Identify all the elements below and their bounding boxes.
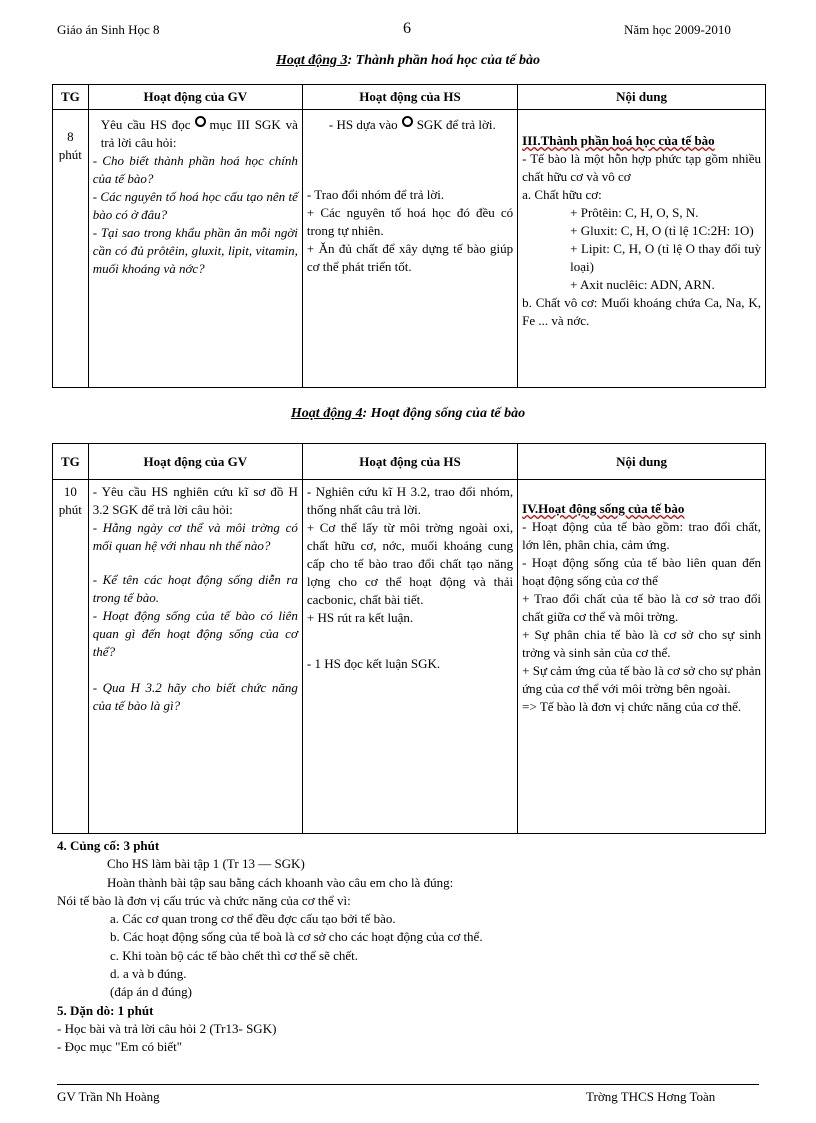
col-header-hs: Hoạt động của HS [302, 444, 517, 480]
teacher-activity-cell: Yêu cầu HS đọc mục III SGK và trả lời câu hỏi: - Cho biết thành phần hoá học chính của tế bào? - Các nguyên tố hoá học cấu tạo nên tế bào có ở đâu? - Tại sao trong khẩu phần ăn mỗi ngời cần có đủ prôtêin, gluxit, lipit, vitamin, muối khoáng và nớc? [88, 110, 302, 388]
time-cell: 8 phút [53, 110, 89, 388]
header-subject: Giáo án Sinh Học 8 [57, 22, 160, 37]
col-header-hs: Hoạt động của HS [302, 85, 517, 110]
footer-school: Trờng THCS Hơng Toàn [586, 1089, 716, 1104]
col-header-tg: TG [53, 85, 89, 110]
col-header-nd: Nội dung [518, 444, 766, 480]
activity3-title: Hoạt động 3: Thành phần hoá học của tế bào [275, 53, 541, 68]
content-cell: IV.Hoạt động sống của tế bào - Hoạt động của tế bào gồm: trao đổi chất, lớn lên, phân chia, cảm ứng. - Hoạt động sống của tế bào liên quan đến hoạt động sống của cơ thể + Trao đổi chất của tế bào là cơ sở trao đổi chất giữa cơ thể và môi trờng. + Sự phân chia tế bào là cơ sở cho sự sinh trởng và sinh sản của cơ thể. + Sự cảm ứng của tế bào là cơ sở cho sự phản ứng của cơ thể với môi trờng bên ngoài. => Tế bào là đơn vị chức năng của cơ thể. [518, 480, 766, 834]
col-header-gv: Hoạt động của GV [88, 444, 302, 480]
page-number: 6 [403, 20, 411, 37]
consolidation-line: Cho HS làm bài tập 1 (Tr 13 — SGK) [107, 856, 305, 872]
answer-option: c. Khi toàn bộ các tế bào chết thì cơ thể sẽ chết. [110, 947, 358, 963]
circle-icon [195, 116, 206, 127]
consolidation-heading: 4. Củng cố: 3 phút [57, 838, 160, 853]
answer-option: a. Các cơ quan trong cơ thể đều đợc cấu tạo bởi tế bào. [110, 911, 396, 927]
time-cell: 10 phút [53, 480, 89, 834]
col-header-nd: Nội dung [518, 85, 766, 110]
header-school-year: Năm học 2009-2010 [624, 22, 731, 37]
col-header-gv: Hoạt động của GV [88, 85, 302, 110]
answer-option: d. a và b đúng. [110, 966, 187, 982]
student-activity-cell: - Nghiên cứu kĩ H 3.2, trao đổi nhóm, thống nhất câu trả lời. + Cơ thể lấy từ môi trờng ngoài oxi, chất hữu cơ, nớc, muối khoáng cung cấp cho tế bào trao đổi chất tạo năng lợng cho cơ thể hoạt động và thải cacbonic, chất bài tiết. + HS rút ra kết luận. - 1 HS đọc kết luận SGK. [302, 480, 517, 834]
consolidation-line: Hoàn thành bài tập sau bằng cách khoanh vào câu em cho là đúng: [107, 874, 454, 890]
activity4-table [52, 443, 766, 834]
activity3-table [52, 84, 766, 388]
footer-teacher: GV Trần Nh Hoàng [57, 1089, 160, 1104]
answer-option: b. Các hoạt động sống của tế boà là cơ sở cho các hoạt động của cơ thể. [110, 929, 483, 945]
homework-line: - Học bài và trả lời câu hỏi 2 (Tr13- SGK) [57, 1020, 277, 1036]
student-activity-cell: - HS dựa vào SGK để trả lời. - Trao đổi nhóm để trả lời. + Các nguyên tố hoá học đó đều có trong tự nhiên. + Ăn đủ chất để xây dựng tế bào giúp cơ thể phát triển tốt. [302, 110, 517, 388]
teacher-activity-cell: - Yêu cầu HS nghiên cứu kĩ sơ đồ H 3.2 SGK để trả lời câu hỏi: - Hằng ngày cơ thể và môi trờng có mối quan hệ với nhau nh thế nào? - Kể tên các hoạt động sống diễn ra trong tế bào. - Hoạt động sống của tế bào có liên quan gì đến hoạt động sống của cơ thể? - Qua H 3.2 hãy cho biết chức năng của tế bào là gì? [88, 480, 302, 834]
content-cell: III.Thành phần hoá học của tế bào - Tế bào là một hỗn hợp phức tạp gồm nhiều chất hữu cơ và vô cơ a. Chất hữu cơ: + Prôtêin: C, H, O, S, N. + Gluxit: C, H, O (tỉ lệ 1C:2H: 1O) + Lipit: C, H, O (tỉ lệ O thay đổi tuỳ loại) + Axit nuclêic: ADN, ARN. b. Chất vô cơ: Muối khoáng chứa Ca, Na, K, Fe ... và nớc. [518, 110, 766, 388]
question-text: Nói tế bào là đơn vị cấu trúc và chức năng của cơ thể vì: [57, 892, 351, 908]
homework-line: - Đọc mục "Em có biết" [57, 1039, 183, 1055]
lesson-closing [57, 837, 767, 1057]
footer-divider [57, 1084, 759, 1085]
circle-icon [402, 116, 413, 127]
answer-note: (đáp án d đúng) [110, 984, 192, 1000]
homework-heading: 5. Dặn dò: 1 phút [57, 1002, 154, 1018]
col-header-tg: TG [53, 444, 89, 480]
activity4-title: Hoạt động 4: Hoạt động sống của tế bào [290, 406, 526, 421]
